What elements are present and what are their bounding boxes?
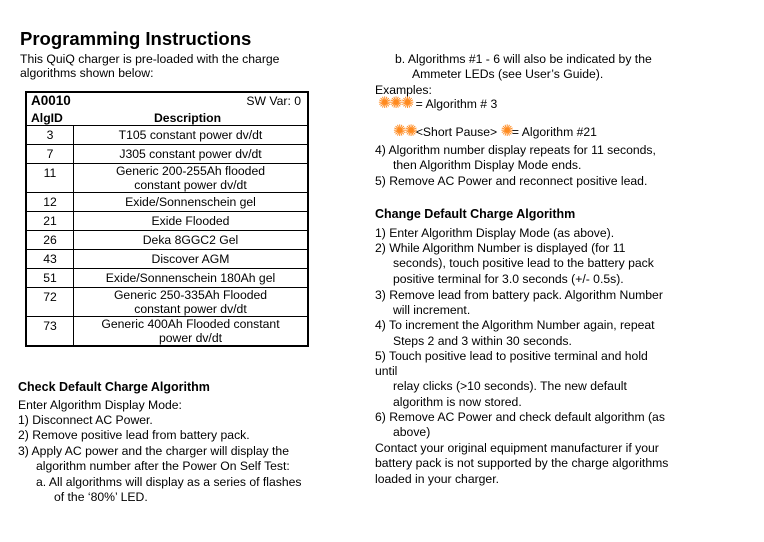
starburst-flash-icon: ✺ [500, 123, 512, 140]
change-line: loaded in your charger. [375, 472, 499, 486]
table-row: 72 Generic 250-335Ah Flooded constant power dv/dt [26, 288, 308, 317]
change-line: 5) Touch positive lead to positive terminal and hold [375, 349, 648, 363]
check-line: Enter Algorithm Display Mode: [18, 398, 182, 412]
step-4-line-1: 4) Algorithm number display repeats for 11 seconds, [375, 143, 656, 157]
algorithm-table [25, 91, 309, 347]
table-row: 73 Generic 400Ah Flooded constant power dv/dt [26, 317, 308, 347]
starburst-flash-icon: ✺✺✺ [378, 95, 413, 112]
change-line: above) [393, 425, 431, 439]
change-line: until [375, 364, 398, 378]
table-row: 26 Deka 8GGC2 Gel [26, 231, 308, 250]
table-row: 12 Exide/Sonnenschein gel [26, 193, 308, 212]
table-row: 43 Discover AGM [26, 250, 308, 269]
change-line: 6) Remove AC Power and check default algorithm (as [375, 410, 665, 424]
example-1-text: = Algorithm # 3 [415, 97, 498, 111]
table-row: 3 T105 constant power dv/dt [26, 126, 308, 145]
note-b-line-1: b. Algorithms #1 - 6 will also be indicated by the [395, 52, 652, 66]
sw-var: SW Var: 0 [246, 94, 301, 108]
step-5-line: 5) Remove AC Power and reconnect positive lead. [375, 174, 648, 188]
change-line: battery pack is not supported by the charge algorithms [375, 456, 669, 470]
change-line: seconds), touch positive lead to the battery pack [393, 256, 654, 270]
check-line: 1) Disconnect AC Power. [18, 413, 153, 427]
change-line: positive terminal for 3.0 seconds (+/- 0.5s). [393, 272, 624, 286]
table-row: 21 Exide Flooded [26, 212, 308, 231]
intro-line-2: algorithms shown below: [20, 66, 154, 80]
col-description: Description [154, 111, 222, 125]
col-algid: AlgID [31, 111, 63, 125]
change-line: relay clicks (>10 seconds). The new default [393, 379, 627, 393]
change-line: 2) While Algorithm Number is displayed (for 11 [375, 241, 626, 255]
check-line: 2) Remove positive lead from battery pack. [18, 428, 250, 442]
table-row: 11 Generic 200-255Ah flooded constant power dv/dt [26, 164, 308, 193]
table-row: 7 J305 constant power dv/dt [26, 145, 308, 164]
change-heading: Change Default Charge Algorithm [375, 207, 576, 221]
change-line: 1) Enter Algorithm Display Mode (as above). [375, 226, 615, 240]
change-line: will increment. [393, 303, 471, 317]
starburst-flash-icon: ✺✺ [393, 123, 416, 140]
intro-line-1: This QuiQ charger is pre-loaded with the charge [20, 52, 280, 66]
check-heading: Check Default Charge Algorithm [18, 380, 210, 394]
change-line: Contact your original equipment manufacturer if your [375, 441, 659, 455]
change-line: 4) To increment the Algorithm Number again, repeat [375, 318, 655, 332]
change-line: 3) Remove lead from battery pack. Algorithm Number [375, 288, 663, 302]
check-line: algorithm number after the Power On Self Test: [36, 459, 290, 473]
table-row: 51 Exide/Sonnenschein 180Ah gel [26, 269, 308, 288]
change-line: Steps 2 and 3 within 30 seconds. [393, 334, 572, 348]
check-line: 3) Apply AC power and the charger will display the [18, 444, 289, 458]
change-line: algorithm is now stored. [393, 395, 522, 409]
step-4-line-2: then Algorithm Display Mode ends. [393, 158, 582, 172]
page-title: Programming Instructions [20, 28, 252, 49]
examples-label: Examples: [375, 83, 432, 97]
note-b-line-2: Ammeter LEDs (see User’s Guide). [412, 67, 604, 81]
example-2-text: = Algorithm #21 [511, 125, 597, 139]
check-line: a. All algorithms will display as a series of flashes [36, 475, 302, 489]
table-id: A0010 [31, 93, 71, 108]
short-pause-text: <Short Pause> [415, 125, 498, 139]
check-line: of the ‘80%’ LED. [54, 490, 148, 504]
